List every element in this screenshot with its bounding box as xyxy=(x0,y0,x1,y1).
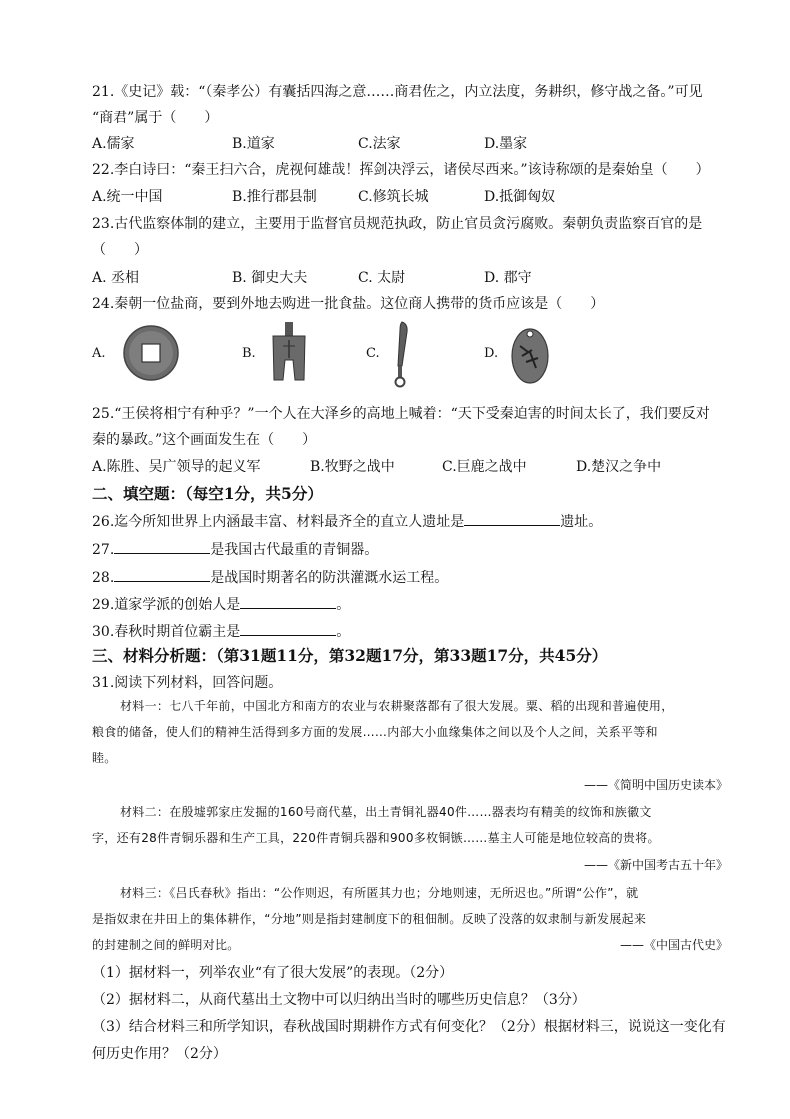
q27-line xyxy=(92,539,378,560)
q26-blank[interactable] xyxy=(464,511,560,526)
q21-option-b[interactable]: B.道家 xyxy=(232,136,275,152)
q25-option-c[interactable]: C.巨鹿之战中 xyxy=(442,459,527,475)
q24-coin-options xyxy=(92,320,712,392)
material2-source: ——《新中国考古五十年》 xyxy=(583,858,728,872)
q23-option-c[interactable]: C. 太尉 xyxy=(358,270,406,286)
q28-line xyxy=(92,567,448,588)
q22-option-a[interactable]: A.统一中国 xyxy=(92,189,163,205)
material2-line2: 字，还有28件青铜乐器和生产工具，220件青铜兵器和900多枚铜镞……墓主人可能是地位较高的贵将。 xyxy=(92,831,660,845)
material3-line1: 材料三：《吕氏春秋》指出：“公作则迟，有所匿其力也；分地则速，无所迟也。”所谓“公作”，就 xyxy=(120,886,639,900)
q25-option-d[interactable]: D.楚汉之争中 xyxy=(576,459,662,475)
q29-blank[interactable] xyxy=(240,594,336,609)
spade-coin-icon[interactable] xyxy=(268,320,310,386)
q24-option-b-label[interactable]: B. xyxy=(242,346,256,361)
q25-option-b[interactable]: B.牧野之战中 xyxy=(310,459,395,475)
q24-stem: 24.秦朝一位盐商，要到外地去购进一批食盐。这位商人携带的货币应该是（ ） xyxy=(92,296,605,312)
q30-blank[interactable] xyxy=(240,621,336,636)
q21-option-d[interactable]: D.墨家 xyxy=(484,136,528,152)
q24-option-c-label[interactable]: C. xyxy=(366,346,380,361)
q27-text-b: 是我国古代最重的青铜器。 xyxy=(210,542,379,558)
q29-line xyxy=(92,594,350,615)
q27-text-a: 27. xyxy=(92,542,115,558)
q25-stem-line2: 秦的暴政。”这个画面发生在（ ） xyxy=(92,432,317,448)
material1-line2: 粮食的储备，使人们的精神生活得到多方面的发展……内部大小血缘集体之间以及个人之间，关系平等和 xyxy=(92,725,658,739)
section2-title: 二、填空题：（每空1分，共5分） xyxy=(92,484,323,503)
q21-option-a[interactable]: A.儒家 xyxy=(92,136,135,152)
material2-line1: 材料二：在殷墟郭家庄发掘的160号商代墓，出土青铜礼器40件……器表均有精美的纹饰和族徽文 xyxy=(120,805,652,819)
q30-text-a: 30.春秋时期首位霸主是 xyxy=(92,624,241,640)
q21-stem-line1: 21.《史记》载：“（秦孝公）有囊括四海之意……商君佐之，内立法度，务耕织，修守战之备。”可见 xyxy=(92,84,703,100)
material3-line2: 是指奴隶在井田上的集体耕作，“分地”则是指封建制度下的租佃制。反映了没落的奴隶制与新发展起来 xyxy=(92,912,647,926)
knife-coin-icon[interactable] xyxy=(388,320,414,388)
q24-option-d-label[interactable]: D. xyxy=(484,346,499,361)
q26-text-b: 遗址。 xyxy=(560,514,603,530)
q28-text-a: 28. xyxy=(92,570,115,586)
q31-sub1: （1）据材料一，列举农业“有了很大发展”的表现。（2分） xyxy=(92,965,454,981)
q28-text-b: 是战国时期著名的防洪灌溉水运工程。 xyxy=(210,570,449,586)
material1-line3: 睦。 xyxy=(92,751,117,765)
q22-stem-line1: 22.李白诗曰：“秦王扫六合，虎视何雄哉！挥剑决浮云，诸侯尽西来。”该诗称颂的是秦始皇（ ） xyxy=(92,162,710,178)
material1-source: ——《简明中国历史读本》 xyxy=(583,778,728,792)
q22-option-d[interactable]: D.抵御匈奴 xyxy=(484,189,556,205)
q30-line xyxy=(92,621,350,642)
q31-sub3-line2: 何历史作用？（2分） xyxy=(92,1046,227,1062)
q28-blank[interactable] xyxy=(114,567,210,582)
q22-option-b[interactable]: B.推行郡县制 xyxy=(232,189,317,205)
q21-stem-line2: “商君”属于（ ） xyxy=(92,110,219,126)
q25-stem-line1: 25.“王侯将相宁有种乎？”一个人在大泽乡的高地上喊着：“天下受秦迫害的时间太长了，我们要反对 xyxy=(92,406,710,422)
round-coin-square-hole-icon[interactable] xyxy=(122,324,180,382)
q31-sub2: （2）据材料二，从商代墓出土文物中可以归纳出当时的哪些历史信息？（3分） xyxy=(92,992,586,1008)
q22-option-c[interactable]: C.修筑长城 xyxy=(358,189,429,205)
q26-text-a: 26.迄今所知世界上内涵最丰富、材料最齐全的直立人遗址是 xyxy=(92,514,465,530)
q23-stem-line2: （ ） xyxy=(92,242,148,258)
q23-option-a[interactable]: A. 丞相 xyxy=(92,270,140,286)
q23-option-d[interactable]: D. 郡守 xyxy=(484,270,532,286)
q29-text-b: 。 xyxy=(336,597,351,613)
material3-line3: 的封建制之间的鲜明对比。 xyxy=(92,938,240,952)
section3-title: 三、材料分析题：（第31题11分，第32题17分，第33题17分，共45分） xyxy=(92,646,608,665)
ant-nose-coin-icon[interactable] xyxy=(508,322,552,386)
q29-text-a: 29.道家学派的创始人是 xyxy=(92,597,241,613)
material1-line1: 材料一：七八千年前，中国北方和南方的农业与农耕聚落都有了很大发展。粟、稻的出现和普遍使用， xyxy=(120,699,674,713)
q31-sub3-line1: （3）结合材料三和所学知识，春秋战国时期耕作方式有何变化？（2分）根据材料三，说说这一变化有 xyxy=(92,1019,726,1035)
q30-text-b: 。 xyxy=(336,624,351,640)
q23-option-b[interactable]: B. 御史大夫 xyxy=(232,270,308,286)
q31-intro: 31.阅读下列材料，回答问题。 xyxy=(92,675,283,691)
q24-option-a-label[interactable]: A. xyxy=(92,346,106,361)
q25-option-a[interactable]: A.陈胜、吴广领导的起义军 xyxy=(92,459,261,475)
material3-source: ——《中国古代史》 xyxy=(619,938,728,952)
q27-blank[interactable] xyxy=(114,539,210,554)
q26-line xyxy=(92,511,602,532)
q23-stem-line1: 23.古代监察体制的建立，主要用于监督官员规范执政，防止官员贪污腐败。秦朝负责监察百官的是 xyxy=(92,216,703,232)
q21-option-c[interactable]: C.法家 xyxy=(358,136,401,152)
